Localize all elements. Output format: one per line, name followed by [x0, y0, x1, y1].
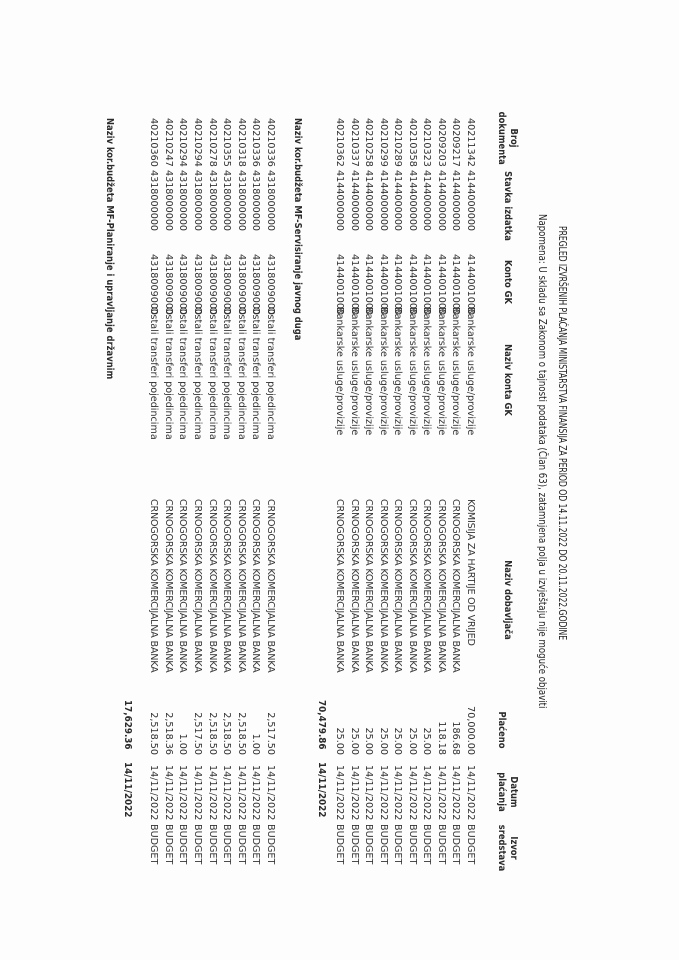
table-row: [247, 0, 261, 960]
cell-placeno: 25.00: [334, 727, 346, 755]
cell-konto-gk: 4144001000: [334, 254, 346, 316]
cell-stavka-izdatka: 4318000000: [250, 170, 262, 232]
cell-naziv-dobavljaca: CRNOGORSKA KOMERCIJALNA BANKA: [148, 499, 160, 673]
cell-naziv-konta: Bankarske usluge/provizije: [421, 307, 433, 436]
cell-konto-gk: 4318009000: [265, 254, 276, 316]
cell-datum-placanja: 14/11/2022: [265, 765, 276, 821]
table-row: [361, 0, 375, 960]
cell-izvor-sredstava: BUDGET: [206, 824, 218, 865]
cell-stavka-izdatka: 4144000000: [436, 170, 447, 232]
cell-stavka-izdatka: 4318000000: [148, 170, 160, 232]
cell-placeno: 186.68: [450, 721, 462, 755]
cell-naziv-dobavljaca: CRNOGORSKA KOMERCIJALNA BANKA: [206, 499, 218, 673]
cell-datum-placanja: 14/11/2022: [148, 765, 160, 821]
cell-naziv-konta: Ostali transferi pojedincima: [221, 307, 233, 440]
cell-konto-gk: 4318009000: [148, 254, 160, 316]
cell-naziv-konta: Ostali transferi pojedincima: [250, 307, 262, 440]
table-row: [448, 0, 462, 960]
cell-izvor-sredstava: BUDGET: [235, 824, 247, 865]
header-konto-gk: Konto GK: [502, 259, 513, 305]
table-row: [233, 0, 247, 960]
cell-broj-dokumenta: 40210318: [235, 118, 247, 167]
table-row: [346, 0, 360, 960]
cell-izvor-sredstava: BUDGET: [334, 824, 346, 865]
cell-placeno: 2,518.50: [148, 712, 160, 755]
cell-stavka-izdatka: 4318000000: [265, 170, 276, 232]
cell-naziv-dobavljaca: CRNOGORSKA KOMERCIJALNA BANKA: [450, 499, 462, 673]
cell-naziv-dobavljaca: CRNOGORSKA KOMERCIJALNA BANKA: [421, 499, 433, 673]
cell-naziv-konta: Bankarske usluge/provizije: [334, 307, 346, 436]
cell-naziv-dobavljaca: CRNOGORSKA KOMERCIJALNA BANKA: [250, 499, 262, 673]
cell-broj-dokumenta: 40210289: [392, 118, 404, 167]
cell-datum-placanja: 14/11/2022: [235, 765, 247, 821]
table-row: [145, 0, 159, 960]
cell-konto-gk: 4144001000: [407, 254, 418, 316]
cell-placeno: 2,518.50: [221, 712, 233, 755]
cell-datum-placanja: 14/11/2022: [250, 765, 262, 821]
cell-izvor-sredstava: BUDGET: [192, 824, 203, 865]
cell-naziv-dobavljaca: CRNOGORSKA KOMERCIJALNA BANKA: [162, 499, 174, 673]
cell-izvor-sredstava: BUDGET: [363, 824, 375, 865]
cell-naziv-dobavljaca: CRNOGORSKA KOMERCIJALNA BANKA: [221, 499, 233, 673]
table-row: [218, 0, 232, 960]
cell-izvor-sredstava: BUDGET: [265, 824, 276, 865]
cell-datum-placanja: 14/11/2022: [177, 765, 189, 821]
cell-stavka-izdatka: 4144000000: [349, 170, 360, 232]
cell-datum-placanja: 14/11/2022: [192, 765, 203, 821]
cell-broj-dokumenta: 40209203: [436, 118, 447, 167]
cell-izvor-sredstava: BUDGET: [421, 824, 433, 865]
cell-konto-gk: 4144001000: [363, 254, 375, 316]
table-row: [189, 0, 203, 960]
cell-placeno: 118.18: [436, 721, 447, 755]
cell-stavka-izdatka: 4144000000: [450, 170, 462, 232]
cell-naziv-konta: Ostali transferi pojedincima: [206, 307, 218, 440]
cell-stavka-izdatka: 4144000000: [421, 170, 433, 232]
cell-konto-gk: 4144001000: [378, 254, 389, 316]
cell-stavka-izdatka: 4318000000: [221, 170, 233, 232]
cell-konto-gk: 4144001000: [421, 254, 433, 316]
cell-broj-dokumenta: 40210299: [378, 118, 389, 167]
cell-placeno: 1.00: [250, 733, 262, 755]
cell-broj-dokumenta: 40210323: [421, 118, 433, 167]
table-row: [204, 0, 218, 960]
cell-izvor-sredstava: BUDGET: [250, 824, 262, 865]
section-2-subtotal-date: 14/11/2022: [122, 762, 133, 818]
cell-izvor-sredstava: BUDGET: [148, 824, 160, 865]
cell-izvor-sredstava: BUDGET: [450, 824, 462, 865]
cell-konto-gk: 4144001000: [349, 254, 360, 316]
cell-placeno: 2,518.50: [206, 712, 218, 755]
cell-naziv-dobavljaca: CRNOGORSKA KOMERCIJALNA BANKA: [265, 499, 276, 673]
cell-stavka-izdatka: 4144000000: [334, 170, 346, 232]
cell-placeno: 25.00: [363, 727, 375, 755]
cell-stavka-izdatka: 4144000000: [465, 170, 476, 232]
cell-konto-gk: 4318009000: [177, 254, 189, 316]
cell-izvor-sredstava: BUDGET: [378, 824, 389, 865]
document-title: PREGLED IZVRŠENIH PLAĆANJA MINISTARSTVA FINANSIJA ZA PERIOD OD 14.11.2022 DO 20.11.2022.GODINE: [556, 226, 568, 641]
cell-placeno: 1.00: [177, 733, 189, 755]
cell-naziv-konta: Bankarske usluge/provizije: [436, 307, 447, 436]
cell-stavka-izdatka: 4318000000: [162, 170, 174, 232]
cell-naziv-dobavljaca: CRNOGORSKA KOMERCIJALNA BANKA: [192, 499, 203, 673]
cell-datum-placanja: 14/11/2022: [162, 765, 174, 821]
cell-stavka-izdatka: 4144000000: [407, 170, 418, 232]
cell-placeno: 2,518.50: [235, 712, 247, 755]
cell-broj-dokumenta: 40210336: [265, 118, 276, 167]
cell-datum-placanja: 14/11/2022: [407, 765, 418, 821]
cell-placeno: 2,518.36: [162, 712, 174, 755]
cell-izvor-sredstava: BUDGET: [436, 824, 447, 865]
cell-naziv-konta: Ostali transferi pojedincima: [235, 307, 247, 440]
cell-broj-dokumenta: 40210278: [206, 118, 218, 167]
cell-stavka-izdatka: 4318000000: [206, 170, 218, 232]
cell-konto-gk: 4144001000: [465, 254, 476, 316]
cell-placeno: 25.00: [349, 727, 360, 755]
cell-naziv-konta: Bankarske usluge/provizije: [392, 307, 404, 436]
cell-placeno: 25.00: [378, 727, 389, 755]
cell-naziv-dobavljaca: CRNOGORSKA KOMERCIJALNA BANKA: [177, 499, 189, 673]
cell-datum-placanja: 14/11/2022: [378, 765, 389, 821]
cell-stavka-izdatka: 4318000000: [177, 170, 189, 232]
cell-naziv-konta: Ostali transferi pojedincima: [177, 307, 189, 440]
cell-konto-gk: 4144001000: [392, 254, 404, 316]
cell-broj-dokumenta: 40210358: [407, 118, 418, 167]
cell-naziv-konta: Bankarske usluge/provizije: [465, 307, 476, 436]
cell-datum-placanja: 14/11/2022: [392, 765, 404, 821]
cell-broj-dokumenta: 40211342: [465, 118, 476, 167]
header-izvor-sredstava: Izvor sredstava: [496, 824, 519, 872]
section-1-subtotal-date: 14/11/2022: [316, 762, 327, 818]
section-1-subtotal: 70,479.86: [316, 700, 327, 750]
cell-datum-placanja: 14/11/2022: [436, 765, 447, 821]
cell-datum-placanja: 14/11/2022: [334, 765, 346, 821]
cell-naziv-konta: Bankarske usluge/provizije: [450, 307, 462, 436]
confidentiality-note: Napomena: U skladu sa Zakonom o tajnosti podataka (Član 63), zatamnjena polja u izvještaju nije moguće objaviti: [536, 214, 548, 709]
cell-naziv-konta: Bankarske usluge/provizije: [407, 307, 418, 436]
cell-datum-placanja: 14/11/2022: [363, 765, 375, 821]
section-2-title: Naziv kor.budžeta MF-Servisiranje javnog duga: [292, 118, 303, 341]
cell-broj-dokumenta: 40210355: [221, 118, 233, 167]
cell-naziv-dobavljaca: CRNOGORSKA KOMERCIJALNA BANKA: [363, 499, 375, 673]
cell-izvor-sredstava: BUDGET: [221, 824, 233, 865]
cell-broj-dokumenta: 40209217: [450, 118, 462, 167]
cell-placeno: 25.00: [407, 727, 418, 755]
cell-naziv-konta: Ostali transferi pojedincima: [265, 307, 276, 440]
cell-broj-dokumenta: 40210247: [162, 118, 174, 167]
cell-placeno: 25.00: [392, 727, 404, 755]
cell-konto-gk: 4318009000: [221, 254, 233, 316]
table-row: [462, 0, 476, 960]
header-naziv-konta-gk: Naziv konta GK: [502, 344, 513, 416]
cell-izvor-sredstava: BUDGET: [349, 824, 360, 865]
cell-datum-placanja: 14/11/2022: [465, 765, 476, 821]
table-row: [404, 0, 418, 960]
cell-broj-dokumenta: 40210360: [148, 118, 160, 167]
cell-broj-dokumenta: 40210362: [334, 118, 346, 167]
header-placeno: Plaćeno: [496, 711, 507, 749]
cell-datum-placanja: 14/11/2022: [450, 765, 462, 821]
header-datum-placanja: Datum plaćanja: [496, 772, 519, 812]
cell-konto-gk: 4318009000: [250, 254, 262, 316]
section-2-subtotal: 17,629.36: [122, 700, 133, 750]
cell-stavka-izdatka: 4144000000: [378, 170, 389, 232]
cell-placeno: 70,000.00: [465, 706, 476, 755]
cell-placeno: 2,517.50: [265, 712, 276, 755]
cell-broj-dokumenta: 40210294: [192, 118, 203, 167]
cell-stavka-izdatka: 4144000000: [392, 170, 404, 232]
table-row: [262, 0, 276, 960]
cell-naziv-konta: Bankarske usluge/provizije: [363, 307, 375, 436]
cell-naziv-dobavljaca: CRNOGORSKA KOMERCIJALNA BANKA: [436, 499, 447, 673]
cell-naziv-dobavljaca: CRNOGORSKA KOMERCIJALNA BANKA: [378, 499, 389, 673]
cell-konto-gk: 4144001000: [450, 254, 462, 316]
cell-stavka-izdatka: 4318000000: [192, 170, 203, 232]
cell-stavka-izdatka: 4318000000: [235, 170, 247, 232]
cell-placeno: 25.00: [421, 727, 433, 755]
cell-stavka-izdatka: 4144000000: [363, 170, 375, 232]
cell-broj-dokumenta: 40210337: [349, 118, 360, 167]
table-row: [390, 0, 404, 960]
cell-broj-dokumenta: 40210294: [177, 118, 189, 167]
cell-izvor-sredstava: BUDGET: [465, 824, 476, 865]
cell-naziv-konta: Ostali transferi pojedincima: [148, 307, 160, 440]
cell-konto-gk: 4318009000: [162, 254, 174, 316]
cell-naziv-dobavljaca: CRNOGORSKA KOMERCIJALNA BANKA: [235, 499, 247, 673]
header-stavka-izdatka: Stavka izdatka: [502, 171, 513, 241]
table-row: [160, 0, 174, 960]
cell-izvor-sredstava: BUDGET: [177, 824, 189, 865]
cell-naziv-konta: Bankarske usluge/provizije: [349, 307, 360, 436]
cell-izvor-sredstava: BUDGET: [162, 824, 174, 865]
cell-datum-placanja: 14/11/2022: [349, 765, 360, 821]
cell-naziv-konta: Bankarske usluge/provizije: [378, 307, 389, 436]
cell-naziv-konta: Ostali transferi pojedincima: [162, 307, 174, 440]
cell-konto-gk: 4318009000: [206, 254, 218, 316]
cell-konto-gk: 4144001000: [436, 254, 447, 316]
cell-naziv-dobavljaca: CRNOGORSKA KOMERCIJALNA BANKA: [392, 499, 404, 673]
cell-konto-gk: 4318009000: [192, 254, 203, 316]
header-naziv-dobavljaca: Naziv dobavljača: [502, 560, 513, 640]
cell-naziv-dobavljaca: CRNOGORSKA KOMERCIJALNA BANKA: [334, 499, 346, 673]
cell-datum-placanja: 14/11/2022: [421, 765, 433, 821]
cell-konto-gk: 4318009000: [235, 254, 247, 316]
cell-naziv-dobavljaca: CRNOGORSKA KOMERCIJALNA BANKA: [349, 499, 360, 673]
cell-placeno: 2,517.50: [192, 712, 203, 755]
cell-izvor-sredstava: BUDGET: [407, 824, 418, 865]
cell-naziv-dobavljaca: CRNOGORSKA KOMERCIJALNA BANKA: [407, 499, 418, 673]
table-row: [332, 0, 346, 960]
table-row: [433, 0, 447, 960]
header-broj-dokumenta: Broj dokumenta: [496, 111, 519, 165]
cell-broj-dokumenta: 40210336: [250, 118, 262, 167]
cell-datum-placanja: 14/11/2022: [206, 765, 218, 821]
table-row: [174, 0, 188, 960]
cell-broj-dokumenta: 40210258: [363, 118, 375, 167]
section-3-title: Naziv kor.budžeta MF-Planiranje i upravljanje državnim: [104, 118, 115, 380]
cell-naziv-dobavljaca: KOMISIJA ZA HARTIJE OD VRIJED: [465, 499, 476, 646]
cell-naziv-konta: Ostali transferi pojedincima: [192, 307, 203, 440]
cell-datum-placanja: 14/11/2022: [221, 765, 233, 821]
cell-izvor-sredstava: BUDGET: [392, 824, 404, 865]
table-row: [375, 0, 389, 960]
table-row: [419, 0, 433, 960]
